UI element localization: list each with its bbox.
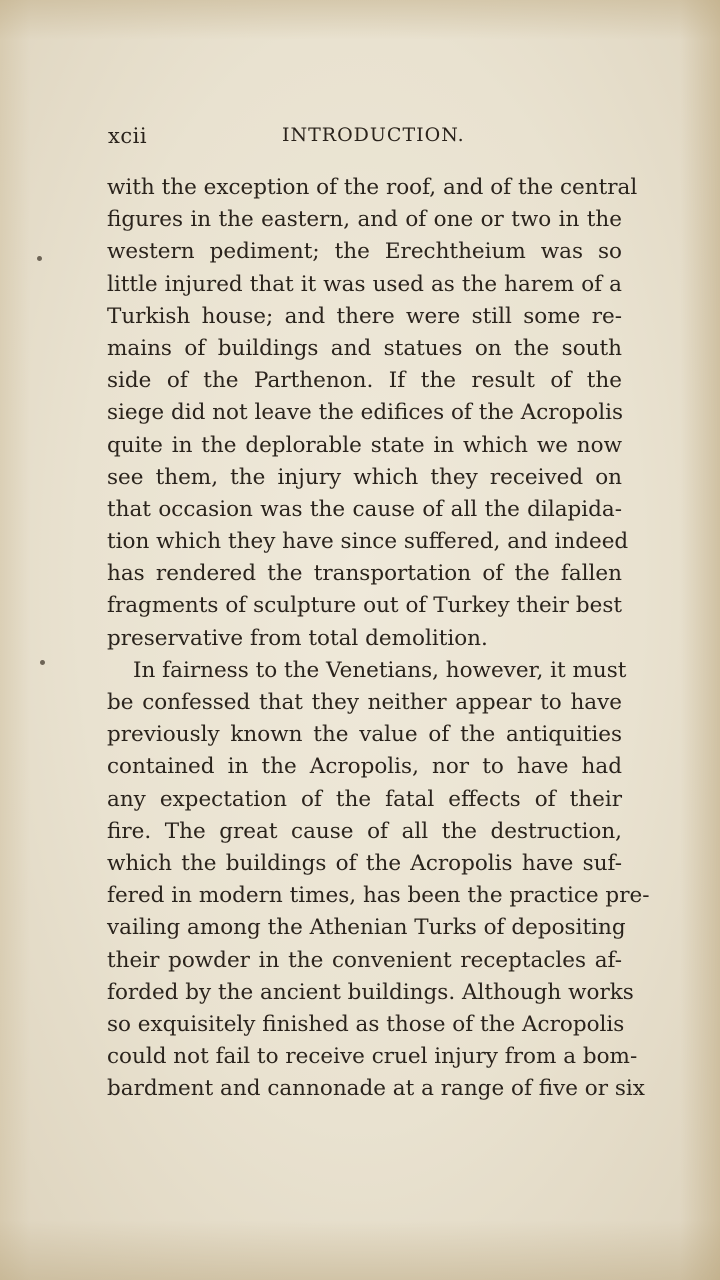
text-line: be confessed that they neither appear to have xyxy=(107,690,622,715)
text-line: In fairness to the Venetians, however, it must xyxy=(133,657,627,683)
paper-speck xyxy=(37,256,42,261)
text-line: side of the Parthenon. If the result of the xyxy=(107,368,622,394)
text-line: preservative from total demolition. xyxy=(107,625,488,651)
text-line: has rendered the transportation of the fallen xyxy=(107,561,622,587)
running-title: INTRODUCTION. xyxy=(282,124,465,146)
text-line: fragments of sculpture out of Turkey their best xyxy=(107,593,622,619)
text-line: vailing among the Athenian Turks of depositing xyxy=(107,915,626,941)
running-head xyxy=(108,124,623,160)
paper-speck xyxy=(40,660,45,665)
text-line: contained in the Acropolis, nor to have had xyxy=(107,754,622,780)
text-line: bardment and cannonade at a range of five or six xyxy=(107,1076,645,1102)
text-line: see them, the injury which they received on xyxy=(107,464,622,490)
page-shadow-right xyxy=(680,0,720,1280)
text-line: any expectation of the fatal effects of their xyxy=(107,786,622,812)
text-line: their powder in the convenient receptacles af- xyxy=(107,947,622,973)
page-shadow-bottom xyxy=(0,1220,720,1280)
text-line: mains of buildings and statues on the south xyxy=(107,335,622,361)
page-number: xcii xyxy=(108,124,148,148)
text-line: little injured that it was used as the harem of a xyxy=(107,271,622,297)
page-shadow-top xyxy=(0,0,720,40)
body-text xyxy=(107,172,650,1105)
text-line: tion which they have since suffered, and indeed xyxy=(107,529,629,555)
page-shadow-left xyxy=(0,0,30,1280)
text-line: siege did not leave the edifices of the Acropolis xyxy=(107,400,624,426)
text-line: that occasion was the cause of all the dilapida- xyxy=(107,496,622,522)
text-line: could not fail to receive cruel injury from a bom- xyxy=(107,1044,638,1070)
text-line: previously known the value of the antiquities xyxy=(107,722,622,748)
text-line: which the buildings of the Acropolis have suf- xyxy=(107,850,622,876)
text-line: fered in modern times, has been the practice pre- xyxy=(107,883,650,909)
text-line: so exquisitely finished as those of the Acropolis xyxy=(107,1011,625,1037)
text-line: quite in the deplorable state in which we now xyxy=(107,432,622,458)
text-line: western pediment; the Erechtheium was so xyxy=(107,239,622,265)
text-line: fire. The great cause of all the destruction, xyxy=(107,818,622,844)
text-line: with the exception of the roof, and of the central xyxy=(107,175,638,200)
text-line: Turkish house; and there were still some re- xyxy=(107,303,622,329)
text-line: figures in the eastern, and of one or two in the xyxy=(107,207,622,233)
text-line: forded by the ancient buildings. Although works xyxy=(107,979,634,1005)
